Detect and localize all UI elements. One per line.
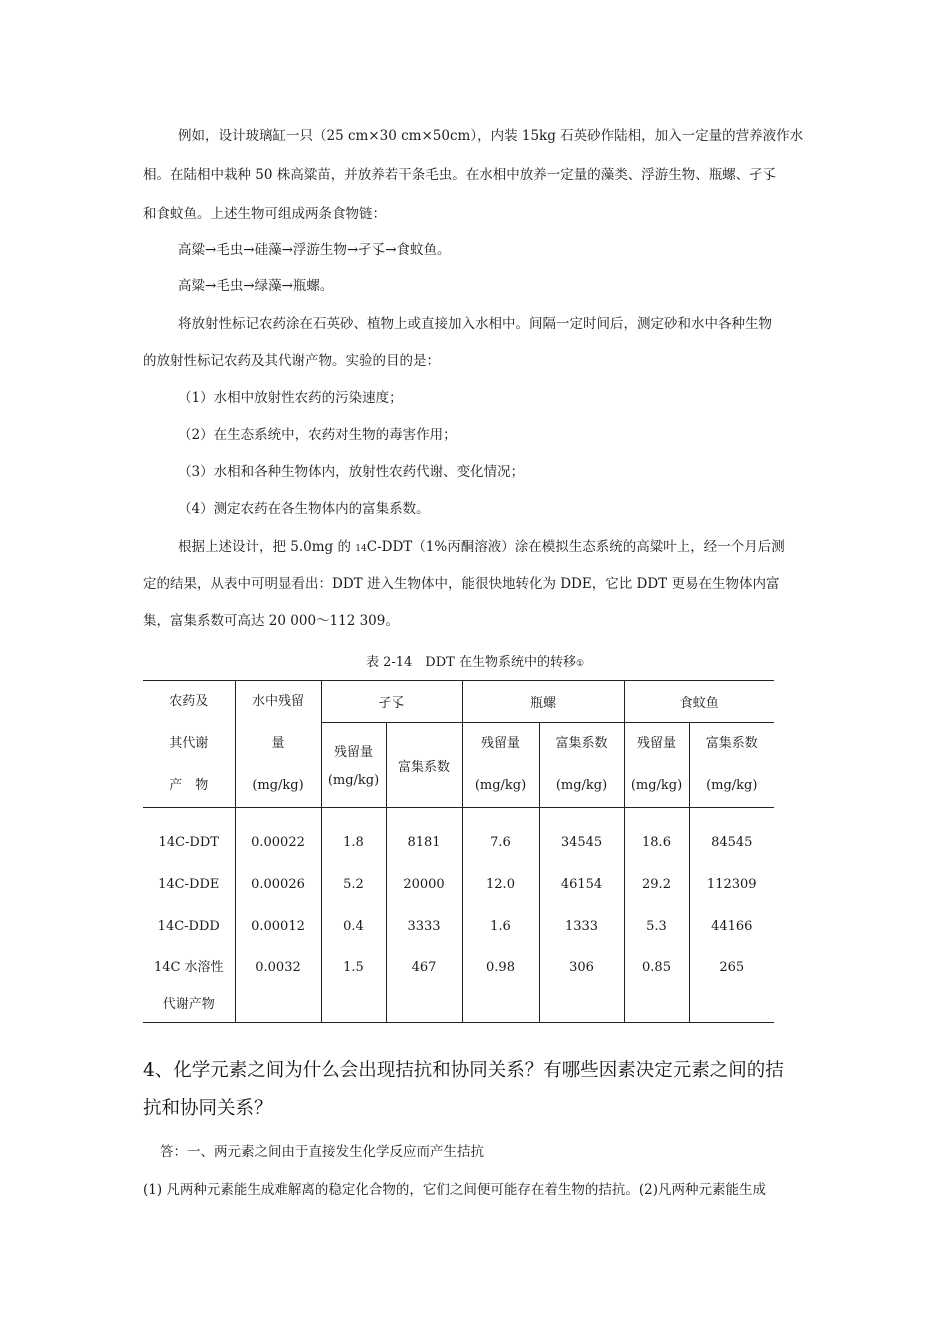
row1-b-enr: 34545: [539, 808, 624, 864]
row3-c-res: 5.3: [624, 906, 689, 948]
header-water-l3: (mg/kg): [252, 778, 304, 793]
row4-b-enr: 306: [539, 948, 624, 1023]
table-row: [143, 864, 774, 906]
food-chain-2: 高粱→毛虫→绿藻→瓶螺。: [178, 278, 334, 294]
table-caption-footnote-mark: ①: [575, 659, 585, 669]
header-group-mosquito-larvae: 孑孓: [321, 681, 462, 723]
row1-b-res: 7.6: [462, 808, 539, 864]
row2-b-enr: 46154: [539, 864, 624, 906]
row1-c-enr: 84545: [711, 835, 753, 851]
row4-name-l1: 14C 水溶性: [153, 959, 224, 975]
header-group-mosquitofish: 食蚊鱼: [624, 681, 774, 723]
header-compound-l3: 产 物: [169, 778, 209, 793]
header-c-residue: [624, 723, 689, 808]
header-b-enrich: [539, 723, 624, 808]
header-a-residue-unit: (mg/kg): [327, 773, 380, 788]
row3-b-enr: 1333: [539, 906, 624, 948]
header-group-snail: 瓶螺: [462, 681, 624, 723]
header-b-residue-unit: (mg/kg): [474, 778, 527, 793]
answer-line-1: 答：一、两元素之间由于直接发生化学反应而产生拮抗: [160, 1144, 484, 1160]
paragraph-1-line-2: 相。在陆相中栽种 50 株高粱苗，并放养若干条毛虫。在水相中放养一定量的藻类、浮游生物、瓶螺、孑孓: [143, 167, 777, 183]
row2-c-enr: 112309: [706, 877, 757, 892]
header-b-enrich-unit: (mg/kg): [555, 778, 608, 793]
row1-a-res: 1.8: [321, 808, 386, 864]
row3-b-res: 1.6: [462, 906, 539, 948]
header-c-residue-label: 残留量: [636, 736, 676, 751]
header-a-residue: [321, 723, 386, 808]
row4-c-res: 0.85: [624, 948, 689, 1023]
row4-water: 0.0032: [235, 948, 321, 1023]
paragraph-1-line-3: 和食蚊鱼。上述生物可组成两条食物链：: [143, 206, 386, 222]
table-caption: [0, 653, 950, 674]
row1-c-res: 18.6: [624, 808, 689, 864]
answer-line-2: (1) 凡两种元素能生成难解离的稳定化合物的，它们之间便可能存在着生物的拮抗。(2)凡两种元素能生成: [143, 1182, 767, 1198]
table-caption-text: 表 2-14 DDT 在生物系统中的转移: [365, 655, 576, 670]
header-compound: [143, 681, 235, 808]
paragraph-2-line-1: 将放射性标记农药涂在石英砂、植物上或直接加入水相中。间隔一定时间后，测定砂和水中各种生物: [178, 316, 772, 332]
row3-a-res: 0.4: [321, 906, 386, 948]
question-heading-line-1: 4、化学元素之间为什么会出现拮抗和协同关系？有哪些因素决定元素之间的拮: [143, 1060, 784, 1081]
row1-a-enr: 8181: [386, 808, 462, 864]
header-b-residue: [462, 723, 539, 808]
p3-text-a: 根据上述设计，把 5.0mg 的: [178, 539, 356, 555]
aim-3: （3）水相和各种生物体内，放射性农药代谢、变化情况；: [178, 464, 525, 480]
header-b-enrich-label: 富集系数: [555, 736, 608, 751]
table-row: [143, 906, 774, 948]
row4-a-res: 1.5: [321, 948, 386, 1023]
header-c-residue-unit: (mg/kg): [630, 778, 683, 793]
aim-1: （1）水相中放射性农药的污染速度；: [178, 390, 403, 406]
row2-a-res: 5.2: [321, 864, 386, 906]
row4-name: [143, 948, 235, 1023]
row2-b-res: 12.0: [462, 864, 539, 906]
row2-water: 0.00026: [235, 864, 321, 906]
aim-4: （4）测定农药在各生物体内的富集系数。: [178, 501, 430, 517]
row3-name: 14C-DDD: [143, 906, 235, 948]
header-compound-l1: 农药及: [169, 694, 209, 709]
food-chain-1: 高粱→毛虫→硅藻→浮游生物→孑孓→食蚊鱼。: [178, 242, 451, 258]
paragraph-3-line-1: [178, 537, 785, 559]
header-c-enrich-unit: (mg/kg): [706, 778, 758, 793]
aim-2: （2）在生态系统中，农药对生物的毒害作用；: [178, 427, 457, 443]
paragraph-2-line-2: 的放射性标记农药及其代谢产物。实验的目的是：: [143, 353, 440, 369]
paragraph-1-line-1: 例如，设计玻璃缸一只（25 cm×30 cm×50cm），内装 15kg 石英砂作陆相，加入一定量的营养液作水: [178, 128, 804, 144]
ddt-transfer-table: [143, 680, 774, 1023]
header-a-residue-label: 残留量: [333, 745, 373, 760]
header-water-l2: 量: [271, 736, 285, 751]
row2-name: 14C-DDE: [143, 864, 235, 906]
row1-water: 0.00022: [235, 808, 321, 864]
row3-a-enr: 3333: [386, 906, 462, 948]
header-water-residue: [235, 681, 321, 808]
question-heading-line-2: 抗和协同关系？: [143, 1098, 273, 1119]
header-c-enrich: [689, 723, 774, 808]
header-a-enrich: 富集系数: [386, 723, 462, 808]
header-compound-l2: 其代谢: [169, 736, 209, 751]
row3-water: 0.00012: [235, 906, 321, 948]
table-row: [143, 808, 774, 864]
p3-text-b: C-DDT（1%丙酮溶液）涂在模拟生态系统的高粱叶上，经一个月后测: [366, 539, 785, 555]
row3-c-enr: 44166: [711, 919, 753, 934]
header-water-l1: 水中残留: [251, 694, 304, 709]
paragraph-3-line-3: 集，富集系数可高达 20 000～112 309。: [143, 613, 399, 629]
table-row: [143, 948, 774, 1023]
row4-a-enr: 467: [386, 948, 462, 1023]
row2-a-enr: 20000: [386, 864, 462, 906]
header-c-enrich-label: 富集系数: [705, 736, 758, 751]
header-b-residue-label: 残留量: [480, 736, 520, 751]
row4-name-l2: 代谢产物: [162, 996, 215, 1012]
paragraph-3-line-2: 定的结果，从表中可明显看出：DDT 进入生物体中，能很快地转化为 DDE，它比 DDT 更易在生物体内富: [143, 576, 780, 592]
row2-c-res: 29.2: [624, 864, 689, 906]
p3-isotope-superscript: 14: [355, 544, 367, 554]
row1-name: 14C-DDT: [143, 808, 235, 864]
row4-c-enr: 265: [689, 948, 774, 1023]
row4-b-res: 0.98: [462, 948, 539, 1023]
